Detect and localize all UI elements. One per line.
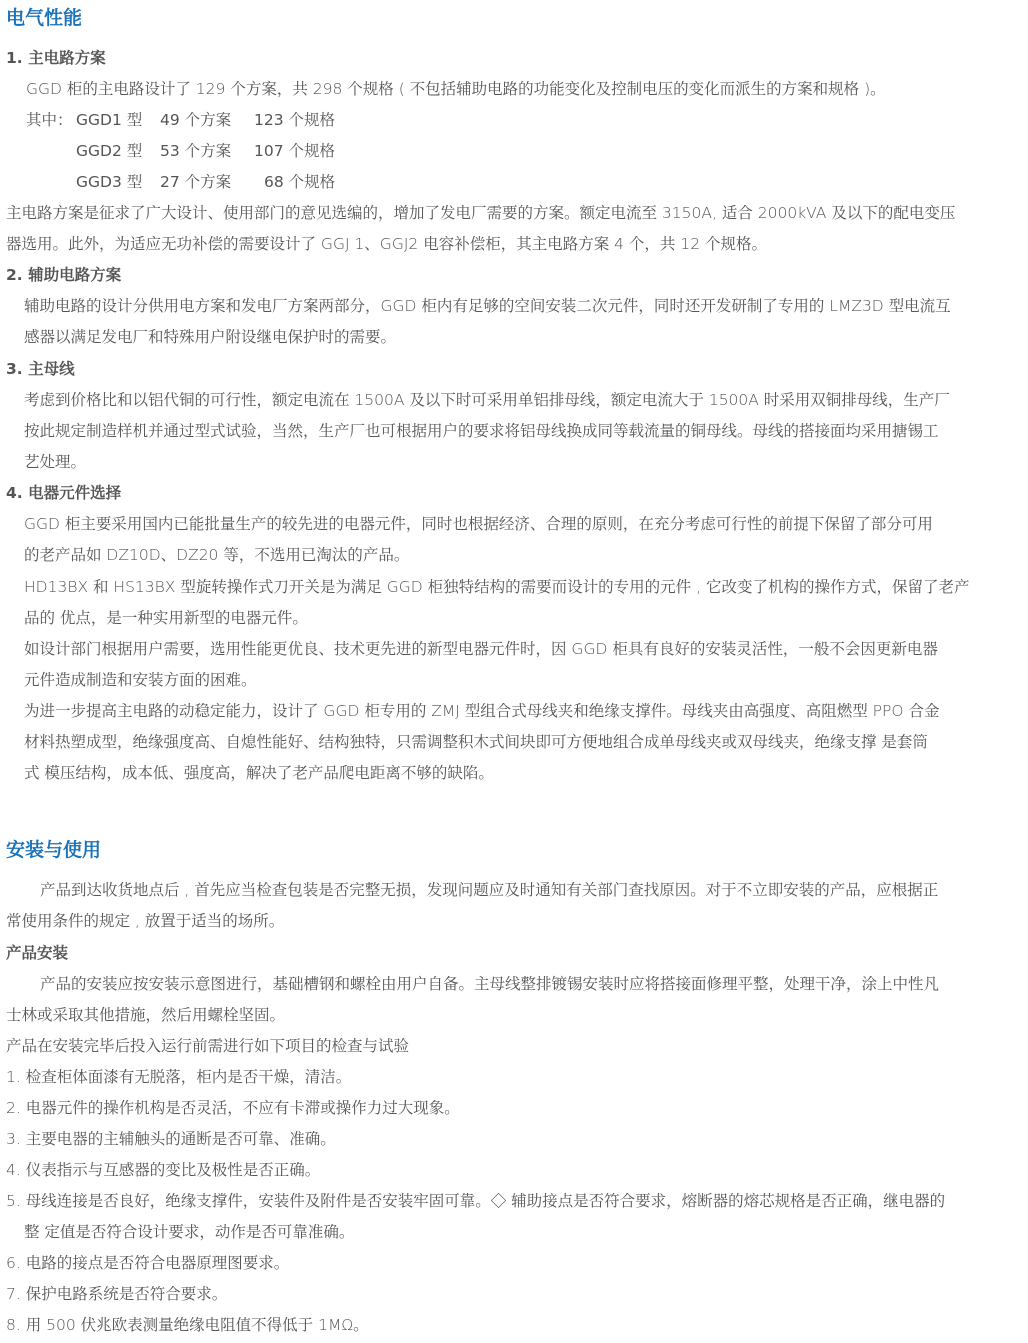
- checklist-item: 2. 电器元件的操作机构是否灵活，不应有卡滞或操作力过大现象。: [6, 1099, 460, 1117]
- checklist-item: 7. 保护电路系统是否符合要求。: [6, 1285, 228, 1303]
- scheme-model: GGD1 型: [76, 111, 143, 129]
- paragraph-line: 的老产品如 DZ10D、DZ20 等，不选用已淘汰的产品。: [24, 546, 410, 564]
- subsection-title-aux-circuit: 2. 辅助电路方案: [6, 266, 122, 284]
- paragraph-line: 产品在安装完毕后投入运行前需进行如下项目的检查与试验: [6, 1037, 410, 1055]
- paragraph-line: GGD 柜主要采用国内已能批量生产的较先进的电器元件，同时也根据经济、合理的原则，在充分考虑可行性的前提下保留了部分可用: [24, 515, 933, 533]
- paragraph-line: 辅助电路的设计分供用电方案和发电厂方案两部分，GGD 柜内有足够的空间安装二次元件，同时还开发研制了专用的 LMZ3D 型电流互: [24, 297, 951, 315]
- paragraph-line: 艺处理。: [24, 453, 87, 471]
- paragraph-line: 品的 优点，是一种实用新型的电器元件。: [24, 609, 308, 627]
- paragraph-line: 式 模压结构，成本低、强度高，解决了老产品爬电距离不够的缺陷。: [24, 764, 494, 782]
- scheme-count: 27 个方案: [160, 173, 232, 191]
- spec-count: 107 个规格: [254, 142, 336, 160]
- checklist-item: 8. 用 500 伏兆欧表测量绝缘电阻值不得低于 1MΩ。: [6, 1316, 369, 1334]
- paragraph-line: 如设计部门根据用户需要，选用性能更优良、技术更先进的新型电器元件时，因 GGD 柜具有良好的安装灵活性，一般不会因更新电器: [24, 640, 938, 658]
- checklist-item: 6. 电路的接点是否符合电器原理图要求。: [6, 1254, 290, 1272]
- subsection-title-main-circuit: 1. 主电路方案: [6, 49, 106, 67]
- paragraph-line: 感器以满足发电厂和特殊用户附设继电保护时的需要。: [24, 328, 397, 346]
- subsection-title-main-busbar: 3. 主母线: [6, 360, 75, 378]
- paragraph-line: 器选用。此外，为适应无功补偿的需要设计了 GGJ 1、GGJ2 电容补偿柜，其主电路方案 4 个，共 12 个规格。: [6, 235, 767, 253]
- scheme-prefix: 其中：: [26, 111, 73, 129]
- paragraph-line: 产品到达收货地点后 , 首先应当检查包装是否完整无损，发现问题应及时通知有关部门查找原因。对于不立即安装的产品，应根据正: [40, 881, 939, 899]
- paragraph-line: 按此规定制造样机并通过型式试验，当然，生产厂也可根据用户的要求将铝母线换成同等载流量的铜母线。母线的搭接面均采用搪锡工: [24, 422, 939, 440]
- paragraph-line: 元件造成制造和安装方面的困难。: [24, 671, 257, 689]
- checklist-item-continuation: 整 定值是否符合设计要求，动作是否可靠准确。: [24, 1223, 355, 1241]
- scheme-count: 49 个方案: [160, 111, 232, 129]
- scheme-count: 53 个方案: [160, 142, 232, 160]
- paragraph-line: 材料热塑成型，绝缘强度高、自熄性能好、结构独特，只需调整积木式间块即可方便地组合成单母线夹或双母线夹，绝缘支撑 是套筒: [24, 733, 928, 751]
- paragraph-line: GGD 柜的主电路设计了 129 个方案，共 298 个规格 ( 不包括辅助电路的功能变化及控制电压的变化而派生的方案和规格 )。: [26, 80, 886, 98]
- spec-count: 68 个规格: [264, 173, 336, 191]
- paragraph-line: 主电路方案是征求了广大设计、使用部门的意见选编的，增加了发电厂需要的方案。额定电流至 3150A, 适合 2000kVA 及以下的配电变压: [6, 204, 956, 222]
- scheme-model: GGD2 型: [76, 142, 143, 160]
- checklist-item: 1. 检查柜体面漆有无脱落，柜内是否干燥，清洁。: [6, 1068, 352, 1086]
- subsection-title-components: 4. 电器元件选择: [6, 484, 122, 502]
- scheme-model: GGD3 型: [76, 173, 143, 191]
- paragraph-line: 常使用条件的规定 , 放置于适当的场所。: [6, 912, 285, 930]
- subsection-title-product-install: 产品安装: [6, 944, 69, 962]
- paragraph-line: HD13BX 和 HS13BX 型旋转操作式刀开关是为满足 GGD 柜独特结构的需要而设计的专用的元件 , 它改变了机构的操作方式，保留了老产: [24, 578, 970, 596]
- spec-count: 123 个规格: [254, 111, 336, 129]
- section-title-installation: 安装与使用: [6, 839, 102, 861]
- checklist-item: 3. 主要电器的主辅触头的通断是否可靠、准确。: [6, 1130, 336, 1148]
- paragraph-line: 考虑到价格比和以铝代铜的可行性，额定电流在 1500A 及以下时可采用单铝排母线，额定电流大于 1500A 时采用双铜排母线，生产厂: [24, 391, 950, 409]
- checklist-item: 4. 仪表指示与互感器的变比及极性是否正确。: [6, 1161, 321, 1179]
- paragraph-line: 士林或采取其他措施，然后用螺栓坚固。: [6, 1006, 286, 1024]
- paragraph-line: 产品的安装应按安装示意图进行，基础槽钢和螺栓由用户自备。主母线整排镀锡安装时应将搭接面修理平整，处理干净，涂上中性凡: [40, 975, 940, 993]
- checklist-item: 5. 母线连接是否良好，绝缘支撑件，安装件及附件是否安装牢固可靠。◇ 辅助接点是否符合要求，熔断器的熔芯规格是否正确，继电器的: [6, 1192, 946, 1210]
- paragraph-line: 为进一步提高主电路的动稳定能力，设计了 GGD 柜专用的 ZMJ 型组合式母线夹和绝缘支撑件。母线夹由高强度、高阻燃型 PPO 合金: [24, 702, 940, 720]
- section-title-electrical: 电气性能: [6, 7, 83, 29]
